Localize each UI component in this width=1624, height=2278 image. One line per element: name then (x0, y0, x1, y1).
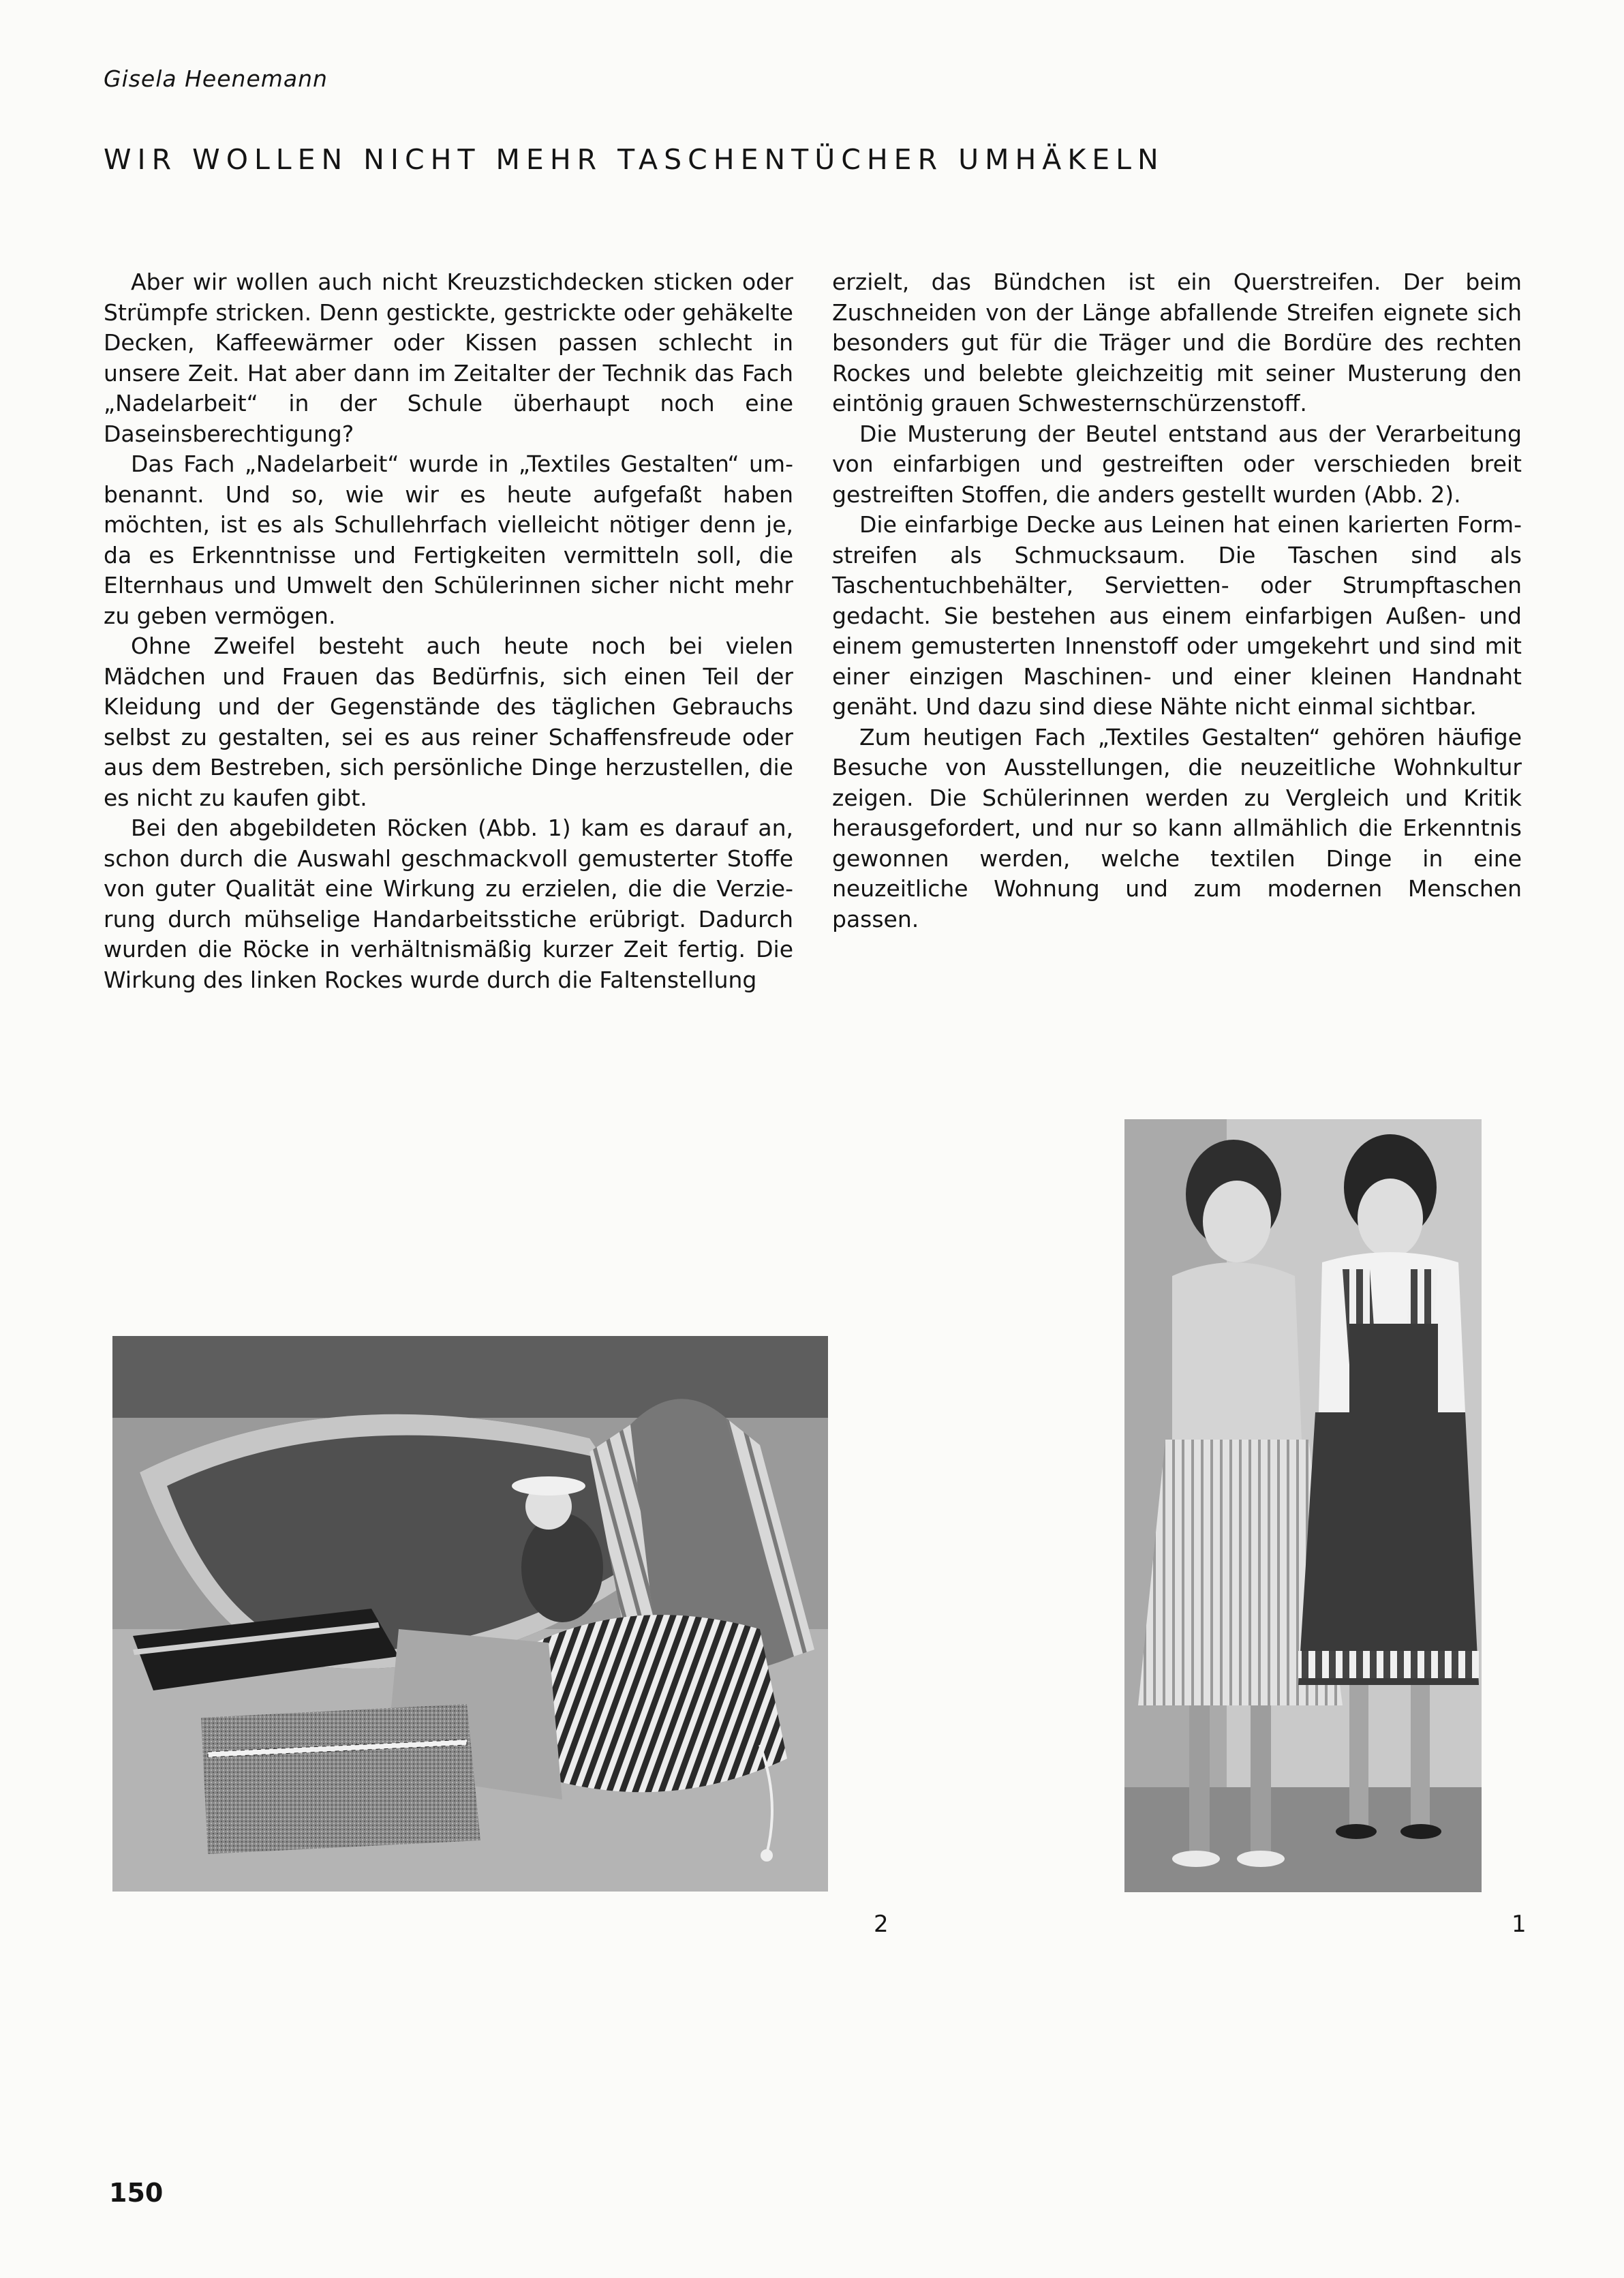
text-column-left (104, 267, 793, 995)
paragraph: erzielt, das Bündchen ist ein Querstreifen. Der beim Zuschneiden von der Länge abfallende Streifen eignete sich besonders gut für die Träger und die Bordüre des rechten Rockes und belebte gleichzeitig mit seiner Musterung den eintönig grauen Schwesternschürzenstoff. (832, 269, 1522, 416)
paragraph: Die Musterung der Beutel entstand aus der Verarbeitung von einfarbigen und gestreiften oder verschieden breit gestreiften Stoffen, die anders gestellt wurden (Abb. 2). (832, 420, 1522, 508)
figure-2-textiles-photo (112, 1336, 828, 1892)
paragraph: Zum heutigen Fach „Textiles Gestalten“ gehören häufige Besuche von Ausstellungen, die neuzeitliche Wohnkultur zeigen. Die Schülerinnen werden zu Vergleich und Kritik herausgefordert, und nur so kann allmählich die Erkenntnis gewonnen werden, welche textilen Dinge in eine neuzeitliche Wohnung und zum modernen Menschen passen. (832, 723, 1522, 932)
figure-2-label: 2 (874, 1911, 889, 1938)
figure-1-label: 1 (1512, 1911, 1527, 1938)
paragraph: Ohne Zweifel besteht auch heute noch bei vielen Mädchen und Frauen das Bedürfnis, sich einen Teil der Kleidung und der Gegenstände des täglichen Gebrauchs selbst zu gestalten, sei es aus reiner Schaffensfreude oder aus dem Bestreben, sich persönliche Dinge herzustellen, die es nicht zu kaufen gibt. (104, 633, 793, 811)
paragraph: Die einfarbige Decke aus Leinen hat einen karierten Formstreifen als Schmucksaum. Die Taschen sind als Taschentuchbehälter, Servietten- oder Strumpftaschen gedacht. Sie bestehen aus einem einfarbigen Außen- und einem gemusterten Innenstoff oder umgekehrt und sind mit einer einzigen Maschinen- und einer kleinen Handnaht genäht. Und dazu sind diese Nähte nicht einmal sichtbar. (832, 511, 1522, 720)
paragraph: Bei den abgebildeten Röcken (Abb. 1) kam es darauf an, schon durch die Auswahl geschmackvoll gemusterter Stoffe von guter Qualität eine Wirkung zu erzielen, die die Verzierung durch mühselige Handarbeitsstiche erübrigt. Dadurch wurden die Röcke in verhältnismäßig kurzer Zeit fertig. Die Wirkung des linken Rockes wurde durch die Faltenstellung (104, 815, 793, 993)
article-title: WIR WOLLEN NICHT MEHR TASCHENTÜCHER UMHÄKELN (104, 143, 1165, 176)
text-column-right (832, 267, 1522, 935)
paragraph: Aber wir wollen auch nicht Kreuzstichdecken sticken oder Strümpfe stricken. Denn gestickte, gestrickte oder gehäkelte Decken, Kaffeewärmer oder Kissen passen schlecht in unsere Zeit. Hat aber dann im Zeitalter der Technik das Fach „Nadelarbeit“ in der Schule überhaupt noch eine Daseinsberechtigung? (104, 269, 793, 447)
figure-1-skirts-photo (1124, 1119, 1482, 1892)
page-number: 150 (109, 2178, 164, 2208)
author-name: Gisela Heenemann (104, 65, 328, 92)
paragraph: Das Fach „Nadelarbeit“ wurde in „Textiles Gestalten“ umbenannt. Und so, wie wir es heute aufgefaßt haben möchten, ist es als Schullehrfach vielleicht nötiger denn je, da es Erkenntnisse und Fertigkeiten vermitteln soll, die Elternhaus und Umwelt den Schülerinnen sicher nicht mehr zu geben vermögen. (104, 451, 793, 629)
